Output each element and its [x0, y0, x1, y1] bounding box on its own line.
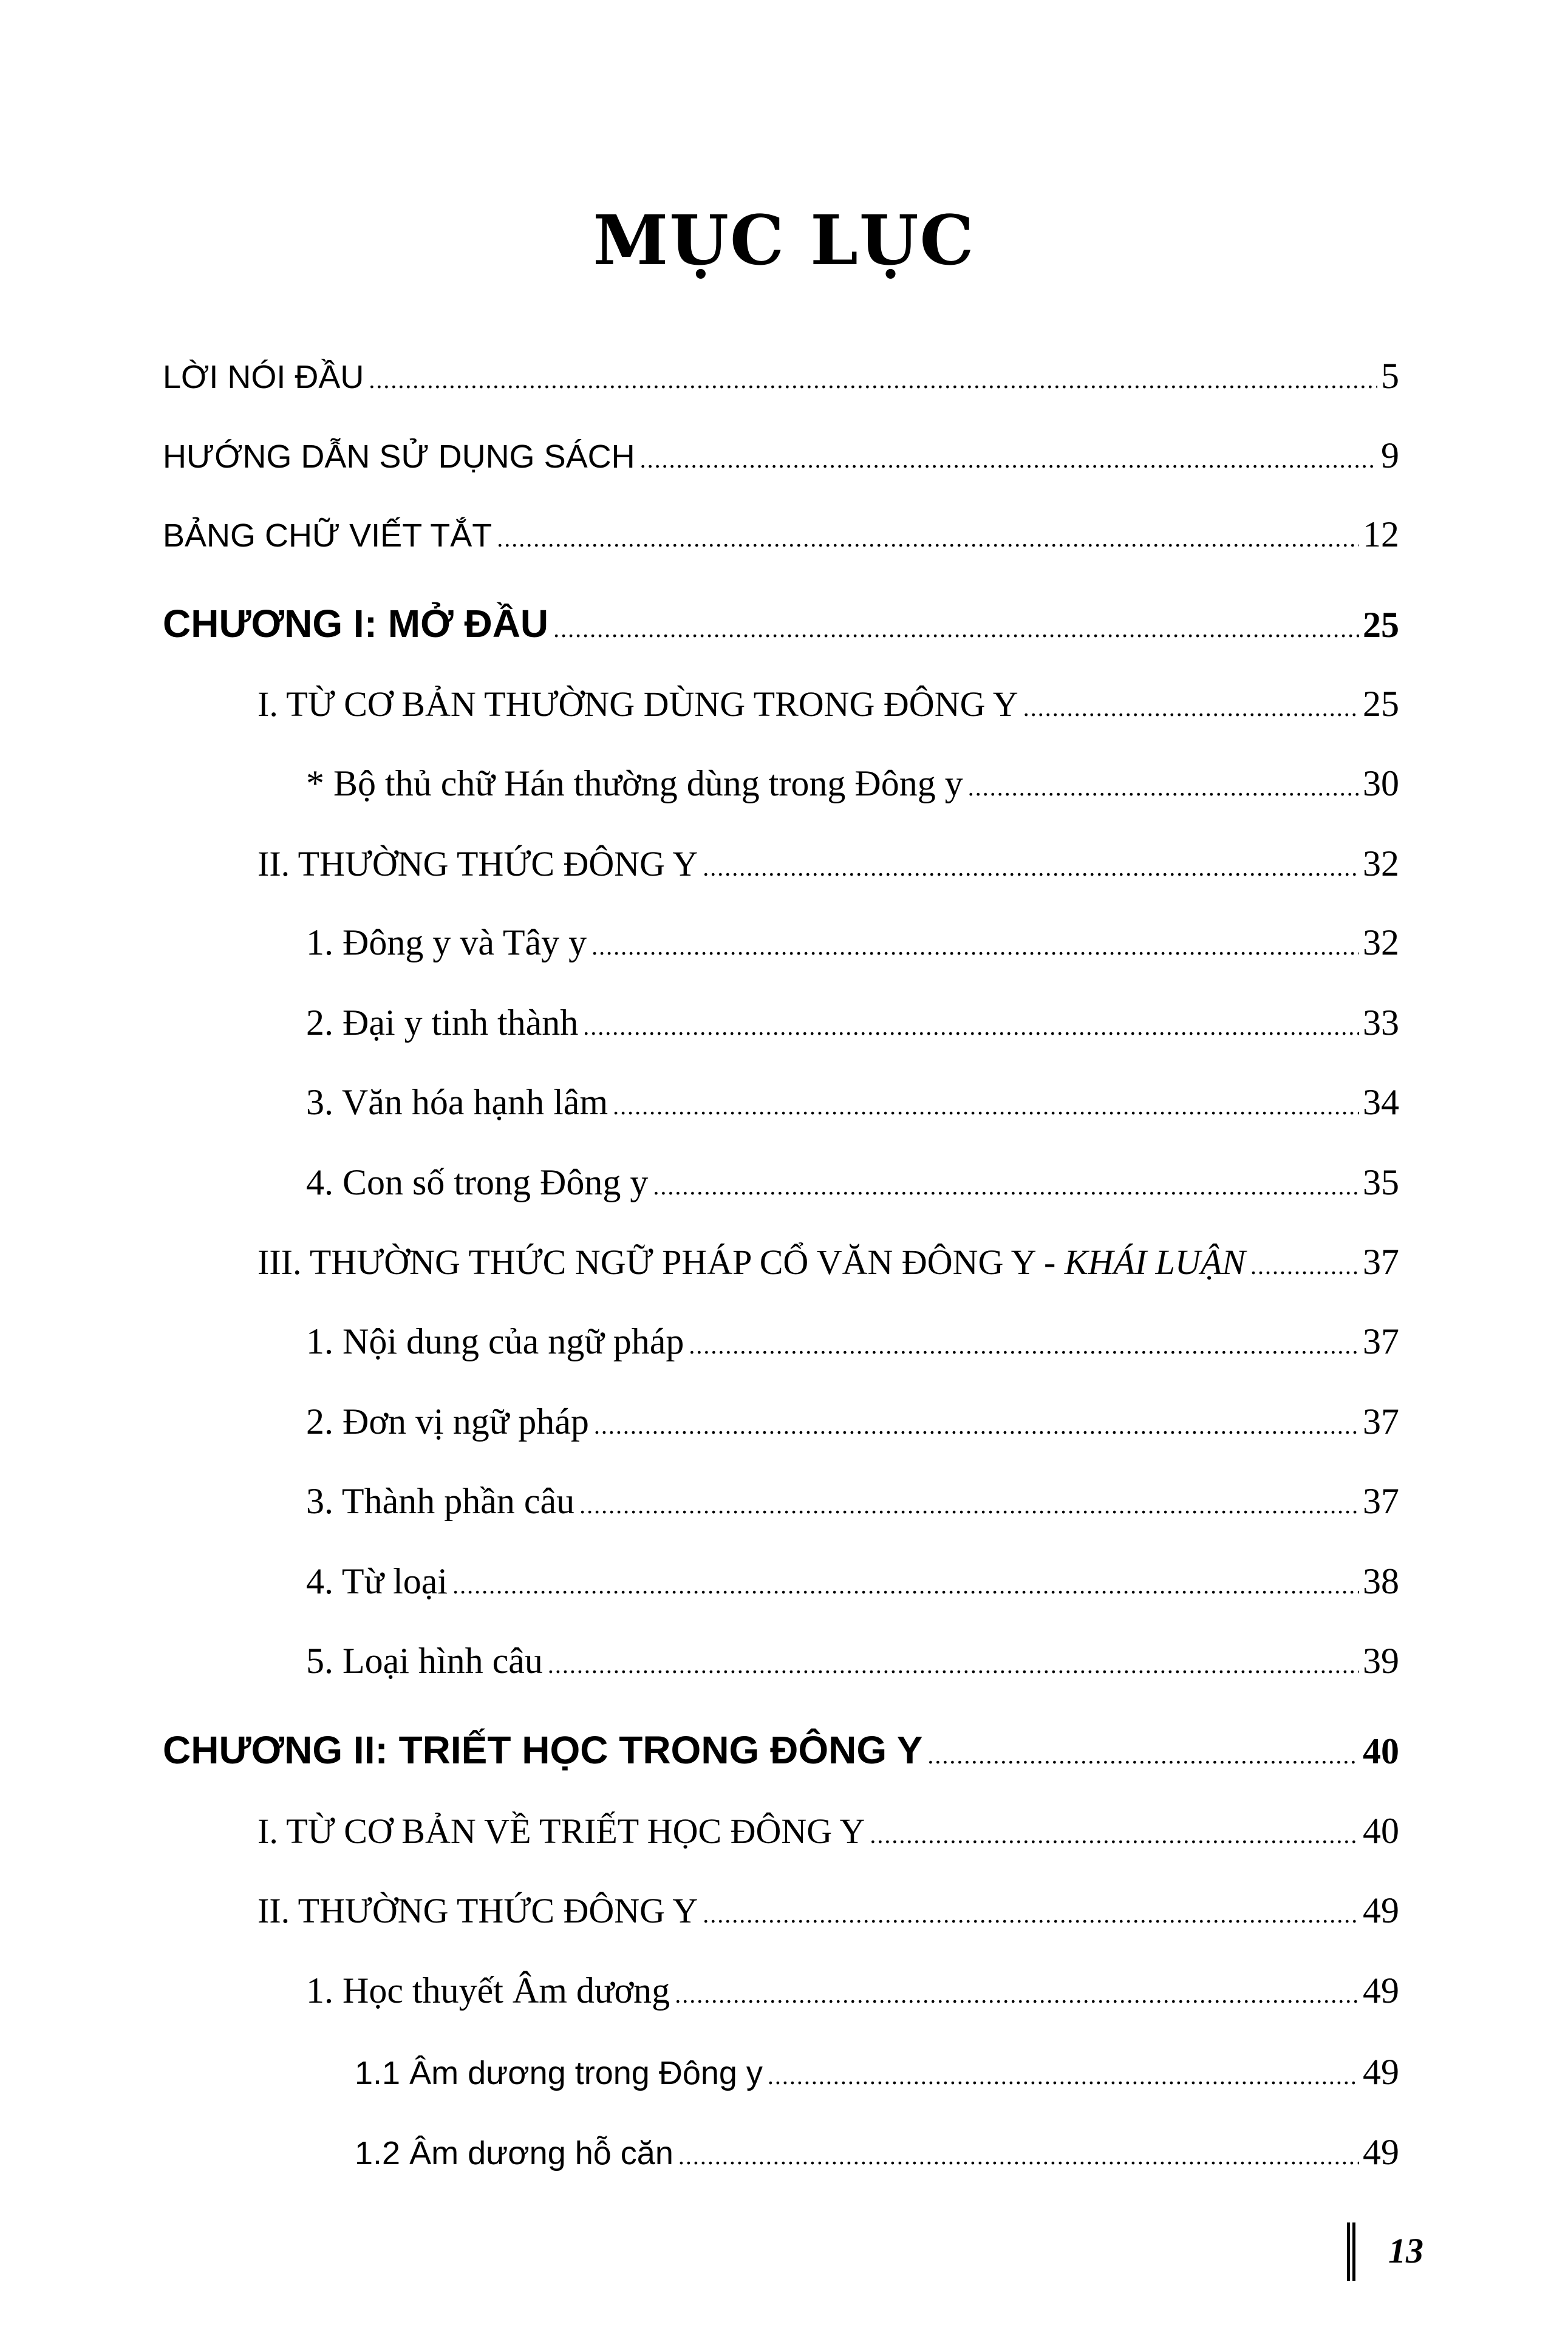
dot-leader	[579, 1491, 1359, 1519]
toc-entry-subsection[interactable]	[306, 1081, 1399, 1123]
dot-leader	[703, 1900, 1359, 1929]
dot-leader	[548, 1650, 1359, 1679]
toc-entry-page: 25	[1363, 605, 1399, 645]
toc-entry-subsection[interactable]	[306, 1561, 1399, 1602]
toc-entry-subsection[interactable]	[306, 922, 1399, 964]
toc-entry-page: 33	[1363, 1003, 1399, 1043]
dot-leader	[678, 2142, 1359, 2170]
toc-entry-label: 1.1 Âm dương trong Đông y	[355, 2055, 763, 2091]
toc-entry-loi-noi-dau[interactable]	[163, 355, 1399, 397]
toc-entry-subsection[interactable]	[306, 1002, 1399, 1044]
toc-entry-section[interactable]	[257, 1241, 1399, 1283]
toc-entry-subsection[interactable]	[306, 1640, 1399, 1682]
toc-entry-subsubsection[interactable]	[355, 2051, 1399, 2093]
toc-entry-page: 40	[1363, 1731, 1399, 1771]
toc-entry-subsection[interactable]	[306, 1480, 1399, 1522]
toc-entry-page: 32	[1363, 843, 1399, 884]
dot-leader	[1023, 693, 1359, 722]
toc-entry-label: CHƯƠNG II: TRIẾT HỌC TRONG ĐÔNG Y	[163, 1728, 923, 1772]
page-number: 13	[1388, 2231, 1423, 2270]
dot-leader	[703, 853, 1359, 882]
toc-entry-label: 1. Nội dung của ngữ pháp	[306, 1321, 684, 1361]
toc-entry-page: 38	[1363, 1561, 1399, 1601]
toc-entry-page: 37	[1363, 1402, 1399, 1442]
dot-leader	[768, 2062, 1359, 2090]
toc-entry-label: 4. Con số trong Đông y	[306, 1162, 649, 1202]
toc-entry-page: 49	[1363, 2132, 1399, 2172]
toc-entry-label: 3. Thành phần câu	[306, 1481, 575, 1521]
toc-entry-page: 37	[1363, 1321, 1399, 1361]
toc-entry-subsection[interactable]	[306, 1321, 1399, 1363]
toc-entry-label: 1. Học thuyết Âm dương	[306, 1970, 670, 2011]
toc-entry-page: 30	[1363, 763, 1399, 803]
toc-entry-label: 1. Đông y và Tây y	[306, 922, 587, 962]
toc-entry-label: * Bộ thủ chữ Hán thường dùng trong Đông y	[306, 763, 963, 803]
toc-entry-page: 39	[1363, 1641, 1399, 1681]
dot-leader	[653, 1172, 1359, 1201]
dot-leader	[583, 1012, 1359, 1041]
toc-entry-chapter-2[interactable]	[163, 1728, 1399, 1773]
toc-entry-label-main: III. THƯỜNG THỨC NGỮ PHÁP CỔ VĂN ĐÔNG Y -	[257, 1242, 1065, 1282]
toc-entry-section[interactable]	[257, 683, 1399, 725]
page-title: MỤC LỤC	[593, 201, 975, 281]
dot-leader	[1250, 1252, 1359, 1280]
toc-entry-huong-dan[interactable]	[163, 435, 1399, 477]
dot-leader	[452, 1571, 1359, 1599]
toc-entry-label: II. THƯỜNG THỨC ĐÔNG Y	[257, 844, 698, 884]
toc-entry-label: I. TỪ CƠ BẢN VỀ TRIẾT HỌC ĐÔNG Y	[257, 1811, 865, 1851]
toc-entry-section[interactable]	[257, 843, 1399, 885]
toc-entry-subsection[interactable]	[306, 1970, 1399, 2012]
dot-leader	[591, 932, 1359, 961]
toc-entry-page: 35	[1363, 1162, 1399, 1202]
dot-leader	[640, 445, 1377, 474]
toc-entry-page: 34	[1363, 1082, 1399, 1122]
toc-entry-section[interactable]	[257, 1890, 1399, 1932]
toc-entry-label: 2. Đơn vị ngữ pháp	[306, 1402, 589, 1442]
toc-entry-label: II. THƯỜNG THỨC ĐÔNG Y	[257, 1891, 698, 1930]
toc-entry-label: 5. Loại hình câu	[306, 1641, 543, 1681]
toc-entry-label: 4. Từ loại	[306, 1561, 448, 1601]
toc-entry-label: CHƯƠNG I: MỞ ĐẦU	[163, 602, 549, 645]
toc-entry-page: 37	[1363, 1481, 1399, 1521]
toc-entry-label-emphasis: KHÁI LUẬN	[1064, 1242, 1246, 1282]
toc-entry-subsection[interactable]	[306, 1401, 1399, 1443]
toc-entry-page: 25	[1363, 684, 1399, 724]
toc-entry-label: 3. Văn hóa hạnh lâm	[306, 1082, 608, 1122]
toc-entry-label: HƯỚNG DẪN SỬ DỤNG SÁCH	[163, 438, 635, 475]
footer-divider	[1347, 2222, 1355, 2281]
toc-entry-label: I. TỪ CƠ BẢN THƯỜNG DÙNG TRONG ĐÔNG Y	[257, 684, 1018, 724]
toc-entry-page: 32	[1363, 922, 1399, 962]
dot-leader	[968, 773, 1359, 802]
toc-entry-page: 37	[1363, 1242, 1399, 1282]
toc-entry-label: LỜI NÓI ĐẦU	[163, 359, 364, 395]
dot-leader	[553, 615, 1359, 643]
toc-entry-subsection[interactable]	[306, 763, 1399, 805]
toc-entry-page: 5	[1381, 356, 1399, 396]
toc-entry-chapter-1[interactable]	[163, 601, 1399, 646]
dot-leader	[369, 366, 1377, 394]
toc-entry-page: 9	[1381, 435, 1399, 475]
dot-leader	[675, 1980, 1359, 2009]
toc-entry-label: 2. Đại y tinh thành	[306, 1003, 579, 1043]
toc-entry-label: 1.2 Âm dương hỗ căn	[355, 2135, 673, 2171]
toc-entry-section[interactable]	[257, 1810, 1399, 1852]
dot-leader	[689, 1331, 1359, 1360]
toc-entry-subsubsection[interactable]	[355, 2131, 1399, 2173]
toc-entry-subsection[interactable]	[306, 1162, 1399, 1204]
toc-entry-bang-chu-viet-tat[interactable]	[163, 514, 1399, 556]
toc-entry-page: 49	[1363, 1970, 1399, 2011]
dot-leader	[927, 1741, 1359, 1769]
toc-entry-page: 49	[1363, 2052, 1399, 2092]
dot-leader	[613, 1092, 1359, 1120]
dot-leader	[497, 524, 1359, 553]
dot-leader	[594, 1411, 1359, 1440]
toc-entry-page: 12	[1363, 514, 1399, 554]
toc-entry-label	[257, 1242, 1246, 1282]
toc-entry-page: 49	[1363, 1890, 1399, 1930]
dot-leader	[870, 1820, 1359, 1849]
toc-entry-page: 40	[1363, 1811, 1399, 1851]
toc-entry-label: BẢNG CHỮ VIẾT TẮT	[163, 517, 493, 554]
